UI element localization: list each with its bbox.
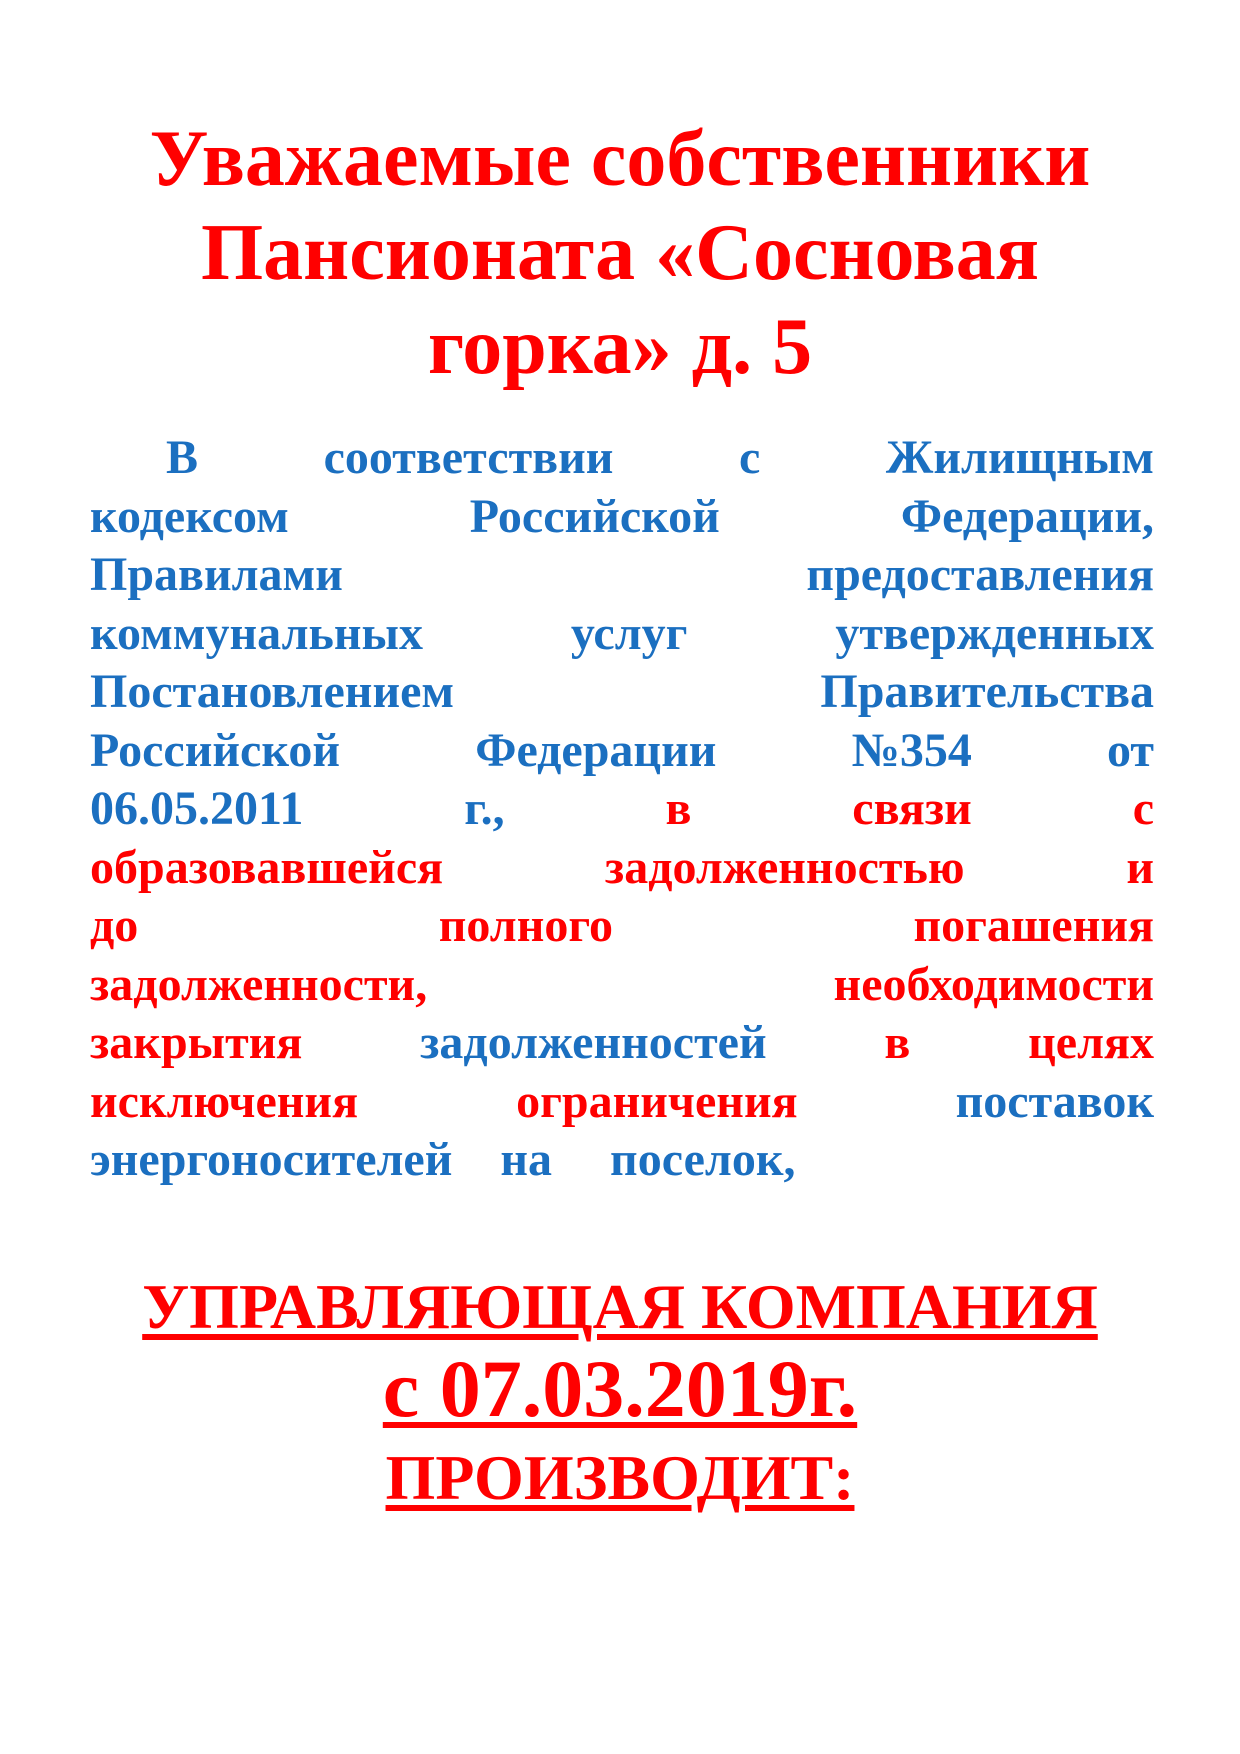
title-line: Пансионата «Сосновая — [200, 209, 1040, 297]
body-word: с — [739, 431, 761, 484]
body-line — [90, 956, 1154, 1015]
body-word: закрытия — [90, 1016, 303, 1069]
footer-company-text: УПРАВЛЯЮЩАЯ КОМПАНИЯ — [142, 1271, 1098, 1342]
title-line: горка» д. 5 — [427, 303, 813, 391]
title-line: Уважаемые собственники — [149, 115, 1091, 203]
body-word: в — [665, 782, 692, 835]
body-word: на — [500, 1133, 553, 1186]
body-word: коммунальных — [90, 606, 424, 660]
body-line — [90, 839, 1154, 898]
body-word: утвержденных — [835, 606, 1154, 660]
footer-action — [0, 1436, 1240, 1520]
body-word: поставок — [955, 1074, 1154, 1128]
body-word: исключения — [90, 1074, 359, 1128]
body-line — [90, 897, 1154, 956]
body-line — [90, 1131, 1154, 1190]
body-line — [90, 1014, 1154, 1073]
body-word: с — [1132, 782, 1154, 835]
body-word: В — [166, 431, 199, 484]
body-word: кодексом — [90, 489, 289, 543]
body-word: до — [90, 899, 139, 952]
body-word: Федерации, — [900, 489, 1154, 543]
body-word: услуг — [570, 606, 688, 660]
footer-date — [0, 1339, 1240, 1439]
body-word: соответствии — [323, 431, 614, 484]
body-word: Жилищным — [885, 431, 1154, 484]
body-word: Постановлением — [90, 665, 455, 718]
body-line — [90, 1073, 1154, 1132]
body-word: связи — [852, 782, 972, 835]
body-word: Российской — [90, 723, 341, 777]
body-word: в — [884, 1016, 911, 1069]
body-word: поселок, — [610, 1133, 796, 1186]
body-word: задолженностей — [420, 1016, 767, 1069]
body-word: от — [1107, 723, 1154, 777]
body-word: энергоносителей — [90, 1133, 453, 1186]
body-word: Федерации — [475, 723, 717, 777]
body-word: 06.05.2011 — [90, 782, 304, 835]
body-word: ограничения — [516, 1074, 798, 1128]
body-line — [90, 663, 1154, 722]
body-line — [90, 488, 1154, 547]
footer-action-text: ПРОИЗВОДИТ: — [385, 1442, 855, 1513]
body-line — [90, 780, 1154, 839]
body-word: г., — [464, 782, 505, 835]
body-word: Правительства — [820, 665, 1154, 718]
body-line — [166, 429, 1154, 488]
body-word: образовавшейся — [90, 840, 444, 894]
body-line — [90, 546, 1154, 605]
body-word: и — [1126, 840, 1154, 894]
footer-date-text: с 07.03.2019г. — [382, 1343, 858, 1434]
body-word: задолженностью — [604, 840, 965, 894]
body-word: предоставления — [806, 548, 1154, 601]
body-word: задолженности, — [90, 957, 428, 1011]
body-word: полного — [438, 899, 613, 952]
body-word: погашения — [913, 899, 1154, 952]
body-word: Правилами — [90, 548, 343, 601]
body-word: №354 — [851, 723, 972, 777]
footer-company — [0, 1265, 1240, 1349]
body-word: целях — [1028, 1016, 1154, 1069]
body-word: Российской — [469, 489, 720, 543]
notice-title — [0, 112, 1240, 394]
body-word: необходимости — [833, 957, 1154, 1011]
notice-body — [90, 429, 1154, 1190]
body-line — [90, 605, 1154, 664]
body-line — [90, 722, 1154, 781]
